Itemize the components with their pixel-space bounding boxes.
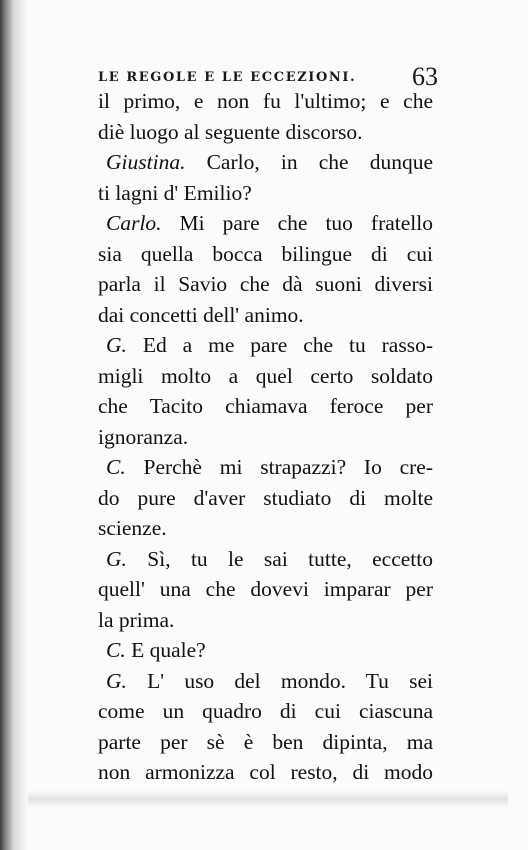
text-line: migli molto a quel certo soldato	[98, 363, 433, 388]
body-text	[98, 86, 433, 788]
text-line: parte per sè è ben dipinta, ma	[98, 729, 433, 754]
binding-gutter-shadow	[0, 0, 28, 850]
speaker-name: Giustina.	[106, 150, 186, 174]
text-line: parla il Savio che dà suoni diversi	[98, 272, 433, 296]
speaker-name: G.	[106, 668, 127, 693]
text-line: C. E quale?	[106, 638, 206, 662]
speaker-name: C.	[106, 638, 126, 662]
text-line: diè luogo al seguente discorso.	[98, 119, 363, 144]
text-line: do pure d'aver studiato di molte	[98, 485, 433, 510]
text-line: G. Sì, tu le sai tutte, eccetto	[106, 546, 433, 571]
speaker-name: G.	[106, 333, 127, 357]
text-line: la prima.	[98, 607, 175, 632]
text-line: che Tacito chiamava feroce per	[98, 394, 433, 418]
text-line: ti lagni d' Emilio?	[98, 180, 252, 205]
speaker-name: C.	[106, 455, 126, 479]
text-line: Carlo. Mi pare che tuo fratello	[106, 211, 433, 235]
text-line: dai concetti dell' animo.	[98, 302, 304, 327]
text-line: sia quella bocca bilingue di cui	[98, 241, 433, 266]
text-line: G. Ed a me pare che tu rasso-	[106, 333, 433, 357]
text-line: scienze.	[98, 516, 167, 540]
running-head-title: LE REGOLE E LE ECCEZIONI.	[98, 70, 357, 85]
page-number: 63	[412, 62, 438, 91]
text-line: Giustina. Carlo, in che dunque	[106, 150, 433, 174]
text-line: quell' una che dovevi imparar per	[98, 577, 433, 601]
text-line: il primo, e non fu l'ultimo; e che	[98, 89, 433, 113]
text-line: come un quadro di cui ciascuna	[98, 699, 433, 723]
text-line: G. L' uso del mondo. Tu sei	[106, 668, 433, 693]
speaker-name: G.	[106, 546, 127, 571]
text-line: ignoranza.	[98, 424, 189, 449]
text-line: non armonizza col resto, di modo	[98, 760, 433, 784]
speaker-name: Carlo.	[106, 211, 162, 235]
text-line: C. Perchè mi strapazzi? Io cre-	[106, 455, 433, 479]
page-smudge	[28, 790, 508, 808]
